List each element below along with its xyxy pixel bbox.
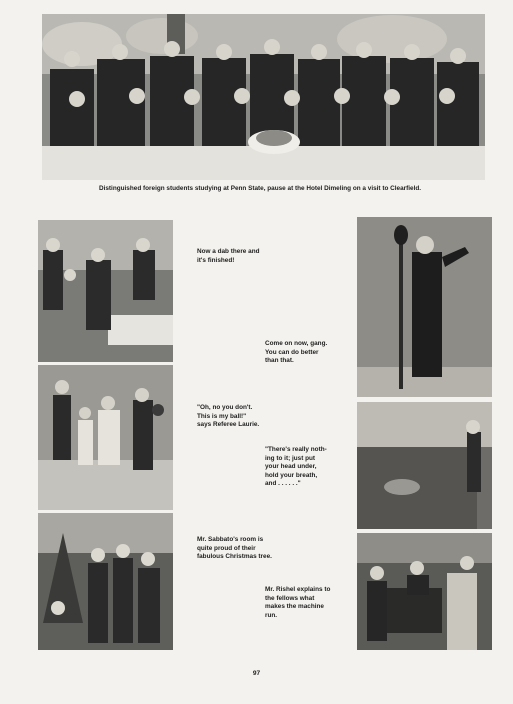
caption-swimming: "There's really noth- ing to it; just put your head under, hold your breath, and . . . . . ." xyxy=(265,446,327,488)
basketball-game-photo xyxy=(38,365,173,510)
caption-microphone: Come on now, gang. You can do better than that. xyxy=(265,340,328,365)
caption-christmas-tree: Mr. Sabbato's room is quite proud of their fabulous Christmas tree. xyxy=(197,536,272,561)
caption-machine-shop: Mr. Rishel explains to the fellows what makes the machine run. xyxy=(265,586,331,619)
top-photo-caption: Distinguished foreign students studying at Penn State, pause at the Hotel Dimeling on a visit to Clearfield. xyxy=(98,185,422,192)
banquet-group-photo xyxy=(42,14,485,180)
art-class-photo xyxy=(38,220,173,362)
page-number: 97 xyxy=(252,670,261,677)
machine-shop-photo xyxy=(357,533,492,650)
caption-basketball: "Oh, no you don't. This is my ball!" says Referee Laurie. xyxy=(197,404,260,429)
microphone-performer-photo xyxy=(357,217,492,397)
swimming-pool-photo xyxy=(357,402,492,529)
christmas-tree-room-photo xyxy=(38,513,173,650)
caption-art-class: Now a dab there and it's finished! xyxy=(197,248,260,264)
